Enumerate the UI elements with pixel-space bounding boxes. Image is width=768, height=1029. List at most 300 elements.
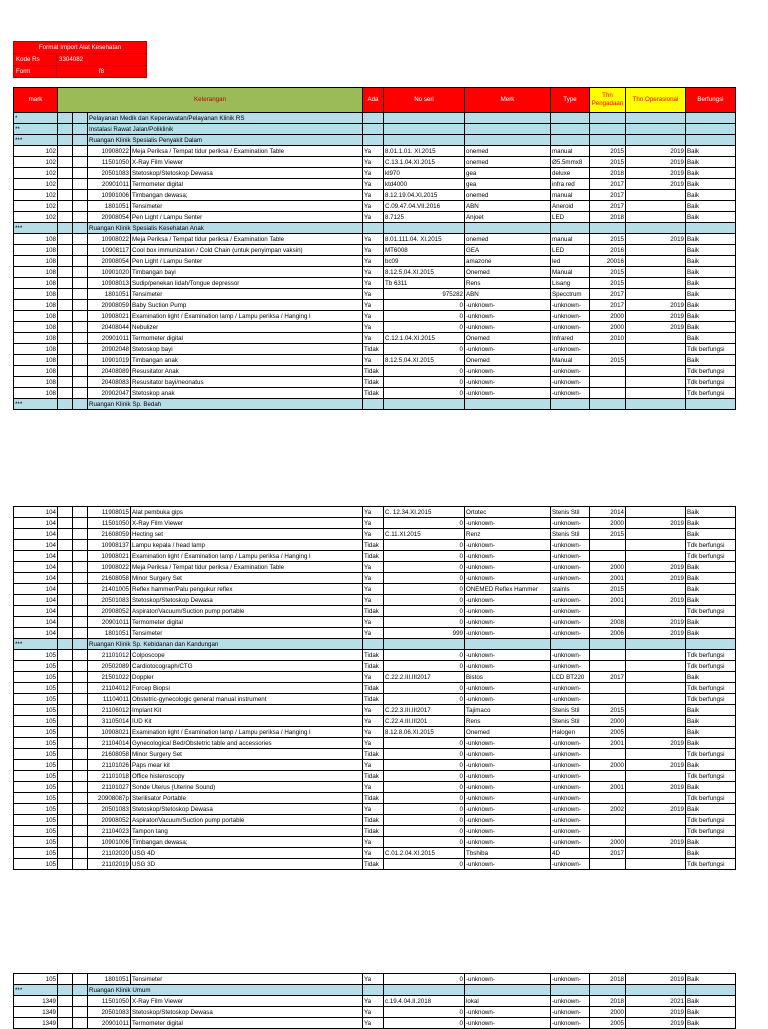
cell-ada[interactable]: Ya [363,157,384,168]
cell-thn-pengadaan[interactable]: 2000 [590,760,626,771]
cell-merk[interactable]: Ortotec [465,507,551,518]
cell-berfungsi[interactable]: Baik [686,584,736,595]
cell-kode-barang[interactable]: 20901011 [88,179,131,190]
cell-mark[interactable]: 102 [14,157,58,168]
cell-kode-barang[interactable]: 20502089 [88,661,131,672]
cell-thn-pengadaan[interactable]: 2017 [590,848,626,859]
cell-no-seri[interactable]: 0 [384,344,465,355]
cell-thn-pengadaan[interactable]: 2018 [590,168,626,179]
cell-berfungsi[interactable]: Baik [686,848,736,859]
cell-kode-barang[interactable]: 10901019 [88,355,131,366]
cell-no-seri[interactable]: 0 [384,573,465,584]
cell-kode-barang[interactable]: 20408044 [88,322,131,333]
cell-thn-pengadaan[interactable]: 2015 [590,355,626,366]
cell-kode-barang[interactable]: 10908021 [88,727,131,738]
cell-merk[interactable]: Onemed [465,267,551,278]
cell-kode-barang[interactable]: 21101012 [88,650,131,661]
cell-berfungsi[interactable]: Baik [686,311,736,322]
cell-type[interactable]: Stenis Stil [551,529,590,540]
cell-ada[interactable]: Ya [363,518,384,529]
cell-empty[interactable] [58,333,73,344]
cell-kode-barang[interactable]: 10908022 [88,562,131,573]
cell-merk[interactable]: onemed [465,190,551,201]
cell-berfungsi[interactable]: Tdk berfungsi [686,859,736,870]
cell-berfungsi[interactable]: Baik [686,996,736,1007]
cell-mark[interactable]: 108 [14,311,58,322]
cell-merk[interactable]: -unknown- [465,974,551,985]
cell-keterangan[interactable]: Nebulizer [131,322,363,333]
cell-mark[interactable]: 104 [14,573,58,584]
cell-no-seri[interactable]: C.11.XI.2015 [384,529,465,540]
cell-empty[interactable] [58,245,73,256]
cell-empty[interactable] [465,223,551,234]
cell-mark[interactable]: * [14,113,58,124]
cell-thn-pengadaan[interactable]: 2000 [590,311,626,322]
cell-keterangan[interactable]: Termometer digital [131,333,363,344]
cell-empty[interactable] [58,694,73,705]
cell-thn-operasional[interactable] [626,540,686,551]
cell-empty[interactable] [626,399,686,410]
cell-empty[interactable] [58,606,73,617]
cell-empty[interactable] [58,738,73,749]
cell-empty[interactable] [58,562,73,573]
cell-kode-barang[interactable]: 21101018 [88,771,131,782]
cell-type[interactable]: -unknown- [551,1018,590,1029]
cell-kode-barang[interactable]: 21608058 [88,749,131,760]
cell-mark[interactable]: 104 [14,617,58,628]
cell-ada[interactable]: Tidak [363,859,384,870]
cell-thn-operasional[interactable] [626,672,686,683]
cell-empty[interactable] [590,135,626,146]
cell-keterangan[interactable]: Tensimeter [131,628,363,639]
cell-thn-pengadaan[interactable] [590,650,626,661]
cell-type[interactable]: -unknown- [551,1007,590,1018]
cell-empty[interactable] [58,278,73,289]
cell-merk[interactable]: amazone [465,256,551,267]
cell-kode-barang[interactable]: 10908022 [88,146,131,157]
cell-berfungsi[interactable]: Tdk berfungsi [686,540,736,551]
cell-empty[interactable] [73,168,88,179]
cell-mark[interactable]: 105 [14,815,58,826]
cell-empty[interactable] [551,985,590,996]
cell-empty[interactable] [58,771,73,782]
cell-thn-pengadaan[interactable]: 2005 [590,1018,626,1029]
cell-keterangan[interactable]: Cardiotocograph/CTG [131,661,363,672]
cell-empty[interactable] [58,837,73,848]
cell-empty[interactable] [58,760,73,771]
cell-thn-operasional[interactable] [626,606,686,617]
cell-mark[interactable]: 105 [14,771,58,782]
cell-berfungsi[interactable]: Baik [686,289,736,300]
cell-empty[interactable] [465,399,551,410]
cell-empty[interactable] [73,124,88,135]
cell-type[interactable]: -unknown- [551,996,590,1007]
cell-berfungsi[interactable]: Tdk berfungsi [686,366,736,377]
cell-mark[interactable]: 105 [14,716,58,727]
cell-type[interactable]: Ø5.5mmx8 [551,157,590,168]
cell-ada[interactable]: Tidak [363,540,384,551]
cell-berfungsi[interactable]: Baik [686,190,736,201]
cell-kode-barang[interactable]: 21401005 [88,584,131,595]
cell-empty[interactable] [58,584,73,595]
cell-empty[interactable] [686,135,736,146]
cell-thn-operasional[interactable]: 2019 [626,157,686,168]
cell-merk[interactable]: Onemed [465,333,551,344]
cell-kode-barang[interactable]: 10901006 [88,190,131,201]
cell-type[interactable]: -unknown- [551,683,590,694]
cell-empty[interactable] [58,344,73,355]
cell-type[interactable]: -unknown- [551,606,590,617]
cell-empty[interactable] [58,377,73,388]
cell-empty[interactable] [58,540,73,551]
cell-thn-pengadaan[interactable]: 2000 [590,716,626,727]
cell-kode-barang[interactable]: 10908021 [88,551,131,562]
section-title[interactable]: Ruangan Klinik Spesialis Kesehatan Anak [88,223,363,234]
cell-kode-barang[interactable]: 21104012 [88,683,131,694]
cell-empty[interactable] [58,388,73,399]
cell-no-seri[interactable]: c.19.4.04.II.2018 [384,996,465,1007]
cell-kode-barang[interactable]: 31105014 [88,716,131,727]
cell-empty[interactable] [58,804,73,815]
cell-merk[interactable]: onemed [465,234,551,245]
cell-type[interactable]: -unknown- [551,650,590,661]
cell-no-seri[interactable]: kl970 [384,168,465,179]
cell-no-seri[interactable]: 0 [384,815,465,826]
cell-no-seri[interactable]: 975282 [384,289,465,300]
cell-merk[interactable]: -unknown- [465,617,551,628]
cell-mark[interactable]: 102 [14,179,58,190]
cell-empty[interactable] [551,113,590,124]
cell-kode-barang[interactable]: 11501050 [88,518,131,529]
cell-thn-pengadaan[interactable] [590,859,626,870]
cell-empty[interactable] [58,300,73,311]
cell-thn-operasional[interactable] [626,826,686,837]
cell-ada[interactable]: Tidak [363,388,384,399]
cell-berfungsi[interactable]: Baik [686,562,736,573]
cell-ada[interactable]: Tidak [363,749,384,760]
cell-mark[interactable]: 104 [14,628,58,639]
cell-ada[interactable]: Ya [363,311,384,322]
cell-ada[interactable]: Ya [363,256,384,267]
cell-type[interactable]: -unknown- [551,974,590,985]
cell-empty[interactable] [58,322,73,333]
cell-mark[interactable]: 102 [14,212,58,223]
cell-keterangan[interactable]: Stetoskop bayi [131,344,363,355]
cell-empty[interactable] [73,749,88,760]
cell-empty[interactable] [384,124,465,135]
cell-keterangan[interactable]: Stetoskop anak [131,388,363,399]
cell-thn-pengadaan[interactable]: 2015 [590,157,626,168]
cell-no-seri[interactable]: 0 [384,661,465,672]
cell-empty[interactable] [58,311,73,322]
cell-empty[interactable] [590,223,626,234]
cell-type[interactable]: -unknown- [551,793,590,804]
cell-thn-pengadaan[interactable]: 2001 [590,738,626,749]
cell-ada[interactable]: Ya [363,1007,384,1018]
cell-berfungsi[interactable]: Tdk berfungsi [686,771,736,782]
cell-kode-barang[interactable]: 11501050 [88,996,131,1007]
cell-type[interactable]: -unknown- [551,388,590,399]
cell-keterangan[interactable]: X-Ray Film Viewer [131,518,363,529]
cell-no-seri[interactable]: 0 [384,300,465,311]
cell-mark[interactable]: 105 [14,749,58,760]
cell-thn-operasional[interactable] [626,771,686,782]
cell-merk[interactable]: ABN [465,289,551,300]
cell-empty[interactable] [58,974,73,985]
cell-no-seri[interactable]: 8.12.5.04.XI.2015 [384,267,465,278]
cell-mark[interactable]: 105 [14,672,58,683]
cell-thn-operasional[interactable]: 2019 [626,760,686,771]
cell-thn-operasional[interactable] [626,355,686,366]
cell-thn-operasional[interactable] [626,256,686,267]
cell-keterangan[interactable]: IUD Kit [131,716,363,727]
cell-mark[interactable]: 108 [14,377,58,388]
cell-keterangan[interactable]: Sonde Uterus (Uterine Sound) [131,782,363,793]
cell-empty[interactable] [58,848,73,859]
cell-kode-barang[interactable]: 1801051 [88,289,131,300]
cell-thn-operasional[interactable]: 2019 [626,573,686,584]
cell-berfungsi[interactable]: Baik [686,168,736,179]
cell-keterangan[interactable]: Cool box immunization / Cold Chain (untuk penyimpan vaksin) [131,245,363,256]
cell-empty[interactable] [73,399,88,410]
cell-empty[interactable] [73,672,88,683]
cell-kode-barang[interactable]: 20908052 [88,606,131,617]
cell-merk[interactable]: ABN [465,201,551,212]
cell-berfungsi[interactable]: Tdk berfungsi [686,661,736,672]
cell-berfungsi[interactable]: Tdk berfungsi [686,815,736,826]
cell-ada[interactable]: Ya [363,573,384,584]
cell-kode-barang[interactable]: 20908052 [88,815,131,826]
cell-ada[interactable]: Ya [363,355,384,366]
cell-mark[interactable]: 108 [14,344,58,355]
cell-keterangan[interactable]: Resusitator Anak [131,366,363,377]
cell-empty[interactable] [73,1007,88,1018]
cell-empty[interactable] [73,322,88,333]
cell-thn-pengadaan[interactable] [590,793,626,804]
cell-mark[interactable]: 108 [14,333,58,344]
cell-thn-operasional[interactable] [626,661,686,672]
cell-kode-barang[interactable]: 1801051 [88,201,131,212]
cell-empty[interactable] [73,223,88,234]
cell-empty[interactable] [58,628,73,639]
cell-mark[interactable]: *** [14,399,58,410]
cell-thn-operasional[interactable]: 2019 [626,1007,686,1018]
cell-no-seri[interactable]: 8.01.1.01. XI.2015 [384,146,465,157]
cell-merk[interactable]: -unknown- [465,771,551,782]
cell-type[interactable]: -unknown- [551,782,590,793]
cell-kode-barang[interactable]: 10908117 [88,245,131,256]
cell-thn-pengadaan[interactable]: 20016 [590,256,626,267]
cell-empty[interactable] [363,985,384,996]
cell-no-seri[interactable]: 0 [384,694,465,705]
cell-type[interactable]: Stenis Stil [551,716,590,727]
cell-thn-pengadaan[interactable] [590,606,626,617]
cell-no-seri[interactable]: 0 [384,782,465,793]
cell-ada[interactable]: Ya [363,234,384,245]
cell-thn-operasional[interactable]: 2019 [626,617,686,628]
cell-thn-pengadaan[interactable] [590,683,626,694]
cell-no-seri[interactable]: 0 [384,311,465,322]
cell-berfungsi[interactable]: Tdk berfungsi [686,551,736,562]
cell-empty[interactable] [58,793,73,804]
cell-empty[interactable] [686,639,736,650]
cell-empty[interactable] [73,650,88,661]
cell-empty[interactable] [58,223,73,234]
cell-no-seri[interactable]: 0 [384,760,465,771]
cell-type[interactable]: Stenis Stil [551,507,590,518]
cell-mark[interactable]: 102 [14,201,58,212]
cell-berfungsi[interactable]: Baik [686,355,736,366]
cell-keterangan[interactable]: Colposcope [131,650,363,661]
cell-no-seri[interactable]: ktd4000 [384,179,465,190]
cell-type[interactable]: -unknown- [551,749,590,760]
cell-keterangan[interactable]: Meja Periksa / Tempat tidur periksa / Examination Table [131,234,363,245]
cell-ada[interactable]: Ya [363,837,384,848]
cell-thn-pengadaan[interactable]: 2002 [590,804,626,815]
cell-ada[interactable]: Ya [363,1018,384,1029]
cell-no-seri[interactable]: C.01.2.04.XI.2015 [384,848,465,859]
cell-empty[interactable] [58,168,73,179]
cell-thn-pengadaan[interactable]: 2000 [590,562,626,573]
cell-keterangan[interactable]: Tensimeter [131,289,363,300]
cell-mark[interactable]: 105 [14,738,58,749]
cell-thn-operasional[interactable] [626,267,686,278]
cell-keterangan[interactable]: Pen Light / Lampu Senter [131,256,363,267]
cell-kode-barang[interactable]: 20901011 [88,617,131,628]
cell-thn-pengadaan[interactable]: 2015 [590,529,626,540]
cell-berfungsi[interactable]: Baik [686,782,736,793]
cell-thn-pengadaan[interactable] [590,749,626,760]
cell-berfungsi[interactable]: Tdk berfungsi [686,694,736,705]
cell-empty[interactable] [73,245,88,256]
cell-thn-operasional[interactable] [626,848,686,859]
cell-no-seri[interactable]: 0 [384,793,465,804]
cell-empty[interactable] [363,223,384,234]
cell-empty[interactable] [58,1018,73,1029]
cell-berfungsi[interactable]: Baik [686,974,736,985]
cell-ada[interactable]: Ya [363,804,384,815]
cell-thn-operasional[interactable]: 2019 [626,168,686,179]
cell-thn-pengadaan[interactable]: 2005 [590,727,626,738]
cell-thn-operasional[interactable] [626,278,686,289]
cell-empty[interactable] [73,661,88,672]
cell-empty[interactable] [58,749,73,760]
cell-thn-pengadaan[interactable] [590,815,626,826]
cell-mark[interactable]: 108 [14,234,58,245]
cell-empty[interactable] [590,399,626,410]
cell-thn-operasional[interactable] [626,705,686,716]
cell-merk[interactable]: -unknown- [465,562,551,573]
cell-keterangan[interactable]: Implant Kit [131,705,363,716]
cell-type[interactable]: -unknown- [551,694,590,705]
cell-empty[interactable] [58,1007,73,1018]
cell-type[interactable]: -unknown- [551,804,590,815]
cell-merk[interactable]: -unknown- [465,518,551,529]
cell-empty[interactable] [73,518,88,529]
cell-mark[interactable]: 104 [14,529,58,540]
cell-ada[interactable]: Tidak [363,793,384,804]
cell-thn-operasional[interactable]: 2019 [626,322,686,333]
cell-empty[interactable] [73,727,88,738]
cell-empty[interactable] [551,639,590,650]
cell-thn-pengadaan[interactable]: 2001 [590,573,626,584]
cell-no-seri[interactable]: 8.12.8.06.XI.2015 [384,727,465,738]
cell-mark[interactable]: 108 [14,355,58,366]
section-title[interactable]: Ruangan Klinik Sp. Bedah [88,399,363,410]
cell-no-seri[interactable]: 0 [384,1018,465,1029]
cell-ada[interactable]: Ya [363,595,384,606]
cell-mark[interactable]: 1349 [14,1018,58,1029]
cell-thn-operasional[interactable] [626,366,686,377]
cell-mark[interactable]: ** [14,124,58,135]
cell-ada[interactable]: Ya [363,179,384,190]
cell-thn-pengadaan[interactable]: 2001 [590,595,626,606]
cell-merk[interactable]: -unknown- [465,366,551,377]
cell-no-seri[interactable]: 0 [384,650,465,661]
cell-thn-operasional[interactable]: 2019 [626,234,686,245]
cell-type[interactable]: Halogen [551,727,590,738]
cell-ada[interactable]: Ya [363,190,384,201]
cell-keterangan[interactable]: Meja Periksa / Tempat tidur periksa / Examination Table [131,562,363,573]
cell-berfungsi[interactable]: Baik [686,146,736,157]
cell-thn-operasional[interactable] [626,333,686,344]
cell-mark[interactable]: 104 [14,540,58,551]
cell-no-seri[interactable]: C.22.2.III.III2017 [384,672,465,683]
cell-berfungsi[interactable]: Baik [686,1007,736,1018]
cell-type[interactable]: Stenis Stil [551,705,590,716]
cell-empty[interactable] [73,135,88,146]
cell-no-seri[interactable]: 0 [384,540,465,551]
cell-merk[interactable]: -unknown- [465,738,551,749]
cell-empty[interactable] [73,333,88,344]
cell-empty[interactable] [73,771,88,782]
cell-merk[interactable]: -unknown- [465,694,551,705]
cell-berfungsi[interactable]: Baik [686,760,736,771]
cell-thn-pengadaan[interactable] [590,694,626,705]
section-title[interactable]: Ruangan Klinik Spesialis Penyakit Dalam [88,135,363,146]
cell-kode-barang[interactable]: 21102019 [88,859,131,870]
cell-empty[interactable] [686,399,736,410]
cell-empty[interactable] [73,1018,88,1029]
cell-ada[interactable]: Ya [363,996,384,1007]
cell-no-seri[interactable]: C.09.47.04.VII.2016 [384,201,465,212]
cell-empty[interactable] [58,826,73,837]
cell-berfungsi[interactable]: Baik [686,595,736,606]
cell-empty[interactable] [384,223,465,234]
cell-keterangan[interactable]: Sudip/penekan lidah/Tongue depressor [131,278,363,289]
cell-mark[interactable]: 108 [14,366,58,377]
cell-merk[interactable]: -unknown- [465,311,551,322]
cell-no-seri[interactable]: 8.12.5.04.XI.2015 [384,355,465,366]
cell-merk[interactable]: Rens [465,716,551,727]
cell-kode-barang[interactable]: 21102020 [88,848,131,859]
cell-kode-barang[interactable]: 20901011 [88,1018,131,1029]
cell-no-seri[interactable]: C.13.1.04.XI.2015 [384,157,465,168]
cell-no-seri[interactable]: 0 [384,617,465,628]
cell-ada[interactable]: Ya [363,727,384,738]
cell-ada[interactable]: Tidak [363,344,384,355]
cell-thn-operasional[interactable] [626,793,686,804]
cell-thn-operasional[interactable]: 2019 [626,1018,686,1029]
cell-empty[interactable] [73,212,88,223]
cell-no-seri[interactable]: 0 [384,683,465,694]
cell-ada[interactable]: Ya [363,201,384,212]
cell-mark[interactable]: 105 [14,650,58,661]
cell-mark[interactable]: 104 [14,584,58,595]
cell-keterangan[interactable]: Pen Light / Lampu Senter [131,212,363,223]
cell-ada[interactable]: Ya [363,848,384,859]
cell-merk[interactable]: -unknown- [465,595,551,606]
